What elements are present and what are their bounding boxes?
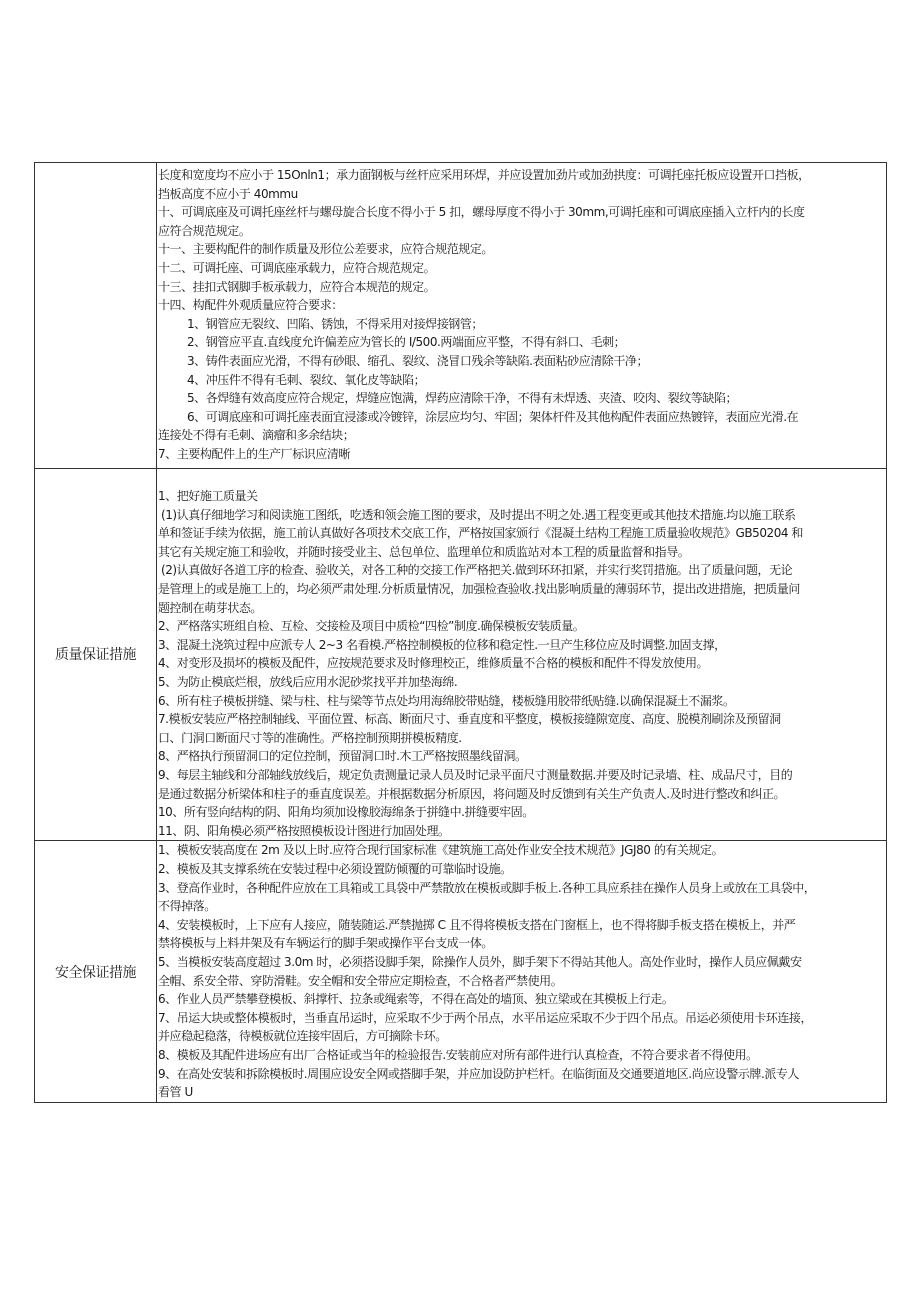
text-line: 6、所有柱子模板拼缝、梁与柱、柱与梁等节点处均用海绵胶带贴缝，楼板缝用胶带纸贴缝.以确保混凝土不漏浆。 [158, 693, 735, 708]
text-line: 2、模板及其支撑系统在安装过程中必须设置防倾覆的可靠临时设施。 [158, 861, 512, 876]
text-line: 11、阴、阳角模必须严格按照模板设计图进行加固处理。 [158, 823, 450, 838]
text-line: 4、安装模板时，上下应有人接应，随装随运.严禁抛掷 C 且不得将模板支搭在门窗框上，也不得将脚手板支搭在模板上，并严 [158, 917, 796, 932]
text-line: 6、可调底座和可调托座表面宜浸漆或冷镀锌，涂层应均匀、牢固；架体杆件及其他构配件表面应热镀锌，表面应光滑.在 [187, 409, 799, 424]
safety-measures-label: 安全保证措施 [55, 964, 136, 981]
text-line: 9、在高处安装和拆除模板时.周围应设安全网或搭脚手架，并应加设防护栏杆。在临街面及交通要道地区.尚应设警示牌.派专人 [158, 1066, 799, 1081]
text-line: 其它有关规定施工和验收，并随时接受业主、总包单位、监理单位和质监站对本工程的质量监督和指导。 [158, 544, 690, 559]
text-line: 看管 U [158, 1085, 193, 1100]
text-line: 十二、可调托座、可调底座承载力，应符合规范规定。 [158, 260, 436, 275]
text-line: 是通过数据分析梁体和柱子的垂直度误差。并根据数据分析原因，将问题及时反馈到有关生产负责人.及时进行整改和纠正。 [158, 786, 786, 801]
text-line: 5、各焊缝有效高度应符合规定，焊缝应饱满，焊药应清除干净，不得有未焊透、夹渣、咬肉、裂纹等缺陷； [187, 391, 738, 406]
table-row-quality [35, 468, 887, 841]
text-line: 单和签证手续为依据，施工前认真做好各项技术交底工作，严格按国家颁行《混凝土结构工程施工质量验收规范》GB50204 和 [158, 526, 803, 541]
quality-measures-content [157, 468, 887, 841]
row-label-safety [35, 841, 157, 1102]
text-line: 8、严格执行预留洞口的定位控制，预留洞口时.木工严格按照墨线留洞。 [158, 749, 527, 764]
text-line: (2)认真做好各道工序的检查、验收关，对各工种的交接工作严格把关.做到环环扣紧，并实行奖罚措施。出了质量问题，无论 [161, 563, 793, 578]
quality-measures-label: 质量保证措施 [55, 647, 136, 664]
text-line: 9、每层主轴线和分部轴线放线后，规定负责测量记录人员及时记录平面尺寸测量数据.并要及时记录墙、柱、成品尺寸，目的 [158, 768, 793, 782]
text-line: 全帽、系安全带、穿防滑鞋。安全帽和安全带应定期检查，不合格者严禁使用。 [158, 973, 563, 988]
text-line: 并应稳起稳落，待模板就位连接牢固后，方可摘除卡环。 [158, 1029, 447, 1044]
text-line: 2、严格落实班组自检、互检、交接检及项目中质检“四检”制度.确保模板安装质量。 [158, 619, 585, 634]
text-line: 10、所有竖向结构的阴、阳角均须加设橡胶海绵条于拼缝中.拼缝要牢固。 [158, 805, 534, 820]
text-line: 1、钢管应无裂纹、凹陷、锈蚀，不得采用对接焊接钢管； [187, 316, 483, 331]
text-line [157, 469, 886, 488]
row-label-quality [35, 468, 157, 841]
safety-measures-content [157, 841, 887, 1102]
text-line: 5、当模板安装高度超过 3.0m 时，必须搭设脚手架，除操作人员外，脚手架下不得站其他人。高处作业时，操作人员应佩戴安 [158, 954, 802, 969]
text-line: 十、可调底座及可调托座丝杆与螺母旋合长度不得小于 5 扣，螺母厚度不得小于 30mm,可调托座和可调底座插入立杆内的长度 [158, 205, 805, 220]
text-line: 7.模板安装应严格控制轴线、平面位置、标高、断面尺寸、垂直度和平整度，模板接缝隙宽度、高度、脱模剂刷涂及预留洞 [158, 712, 781, 727]
row-label-empty [35, 163, 157, 469]
text-line: 7、主要构配件上的生产厂标识应清晰 [158, 446, 350, 461]
text-line: 4、对变形及损坏的模板及配件，应按规范要求及时修理校正，维修质量不合格的模板和配件不得发放使用。 [158, 656, 709, 671]
text-line: 挡板高度不应小于 40mmu [158, 186, 298, 201]
text-line: 3、铸件表面应光滑，不得有砂眼、缩孔、裂纹、浇冒口残余等缺陷.表面粘砂应清除干净； [187, 353, 649, 368]
text-line: 十一、主要构配件的制作质量及形位公差要求，应符合规范规定。 [158, 242, 493, 257]
text-line: 口、门洞口断面尺寸等的准确性。严格控制预期拼模板精度. [158, 730, 462, 745]
text-line: 1、把好施工质量关 [158, 489, 258, 504]
table-row-components [35, 163, 887, 469]
components-requirements [157, 163, 887, 469]
text-line: 2、钢管应平直.直线度允许偏差应为管长的 I/500.两端面应平整，不得有斜口、毛刺； [187, 335, 626, 350]
text-line: 长度和宽度均不应小于 15Onln1；承力面钢板与丝杆应采用环焊，并应设置加劲片或加劲拱度：可调托座托板应设置开口挡板， [158, 168, 810, 182]
text-line: 十三、挂扣式钢脚手板承载力，应符合本规范的规定。 [158, 279, 436, 294]
text-line: 3、混凝土浇筑过程中应派专人 2~3 名看模.严格控制模板的位移和稳定性.一旦产生移位应及时调整.加固支撑， [158, 637, 726, 652]
text-line: 8、模板及其配件进场应有出厂合格证或当年的检验报告.安装前应对所有部件进行认真检查，不符合要求者不得使用。 [158, 1047, 758, 1062]
text-line: 5、为防止模底烂根，放线后应用水泥砂浆找平并加垫海绵. [158, 675, 458, 690]
table-row-safety [35, 841, 887, 1102]
text-line: 不得掉落。 [158, 899, 216, 914]
text-line: 禁将模板与上料井架及有车辆运行的脚手架或操作平台支成一体。 [158, 936, 493, 951]
text-line: 7、吊运大块或整体模板时，当垂直吊运时，应采取不少于两个吊点，水平吊运应采取不少于四个吊点。吊运必须使用卡环连接， [158, 1010, 812, 1025]
text-line: 是管理上的或是施工上的，均必须严肃处理.分析质量情况，加强检查验收.找出影响质量的薄弱环节，提出改进措施，把质量问 [158, 582, 800, 597]
text-line: 应符合规范规定。 [158, 223, 251, 238]
text-line: 4、冲压件不得有毛刺、裂纹、氧化皮等缺陷； [187, 372, 426, 387]
text-line: 连接处不得有毛刺、滴瘤和多余结块； [158, 428, 355, 443]
measures-table [34, 162, 887, 1103]
text-line: 3、登高作业时，各种配件应放在工具箱或工具袋中严禁散放在模板或脚手板上.各种工具应系挂在操作人员身上或放在工具袋中， [158, 880, 816, 895]
text-line: 1、模板安装高度在 2m 及以上时.应符合现行国家标准《建筑施工高处作业安全技术规范》JGJ80 的有关规定。 [158, 843, 724, 858]
text-line: 题控制在萌芽状态。 [158, 600, 262, 615]
text-line: (1)认真仔细地学习和阅读施工图纸，吃透和领会施工图的要求，及时提出不明之处.遇工程变更或其他技术措施.均以施工联系 [161, 507, 796, 522]
text-line: 6、作业人员严禁攀登模板、斜撑杆、拉条或绳索等，不得在高处的墙顶、独立梁或在其模板上行走。 [158, 992, 674, 1007]
text-line: 十四、构配件外观质量应符合要求： [158, 298, 343, 313]
